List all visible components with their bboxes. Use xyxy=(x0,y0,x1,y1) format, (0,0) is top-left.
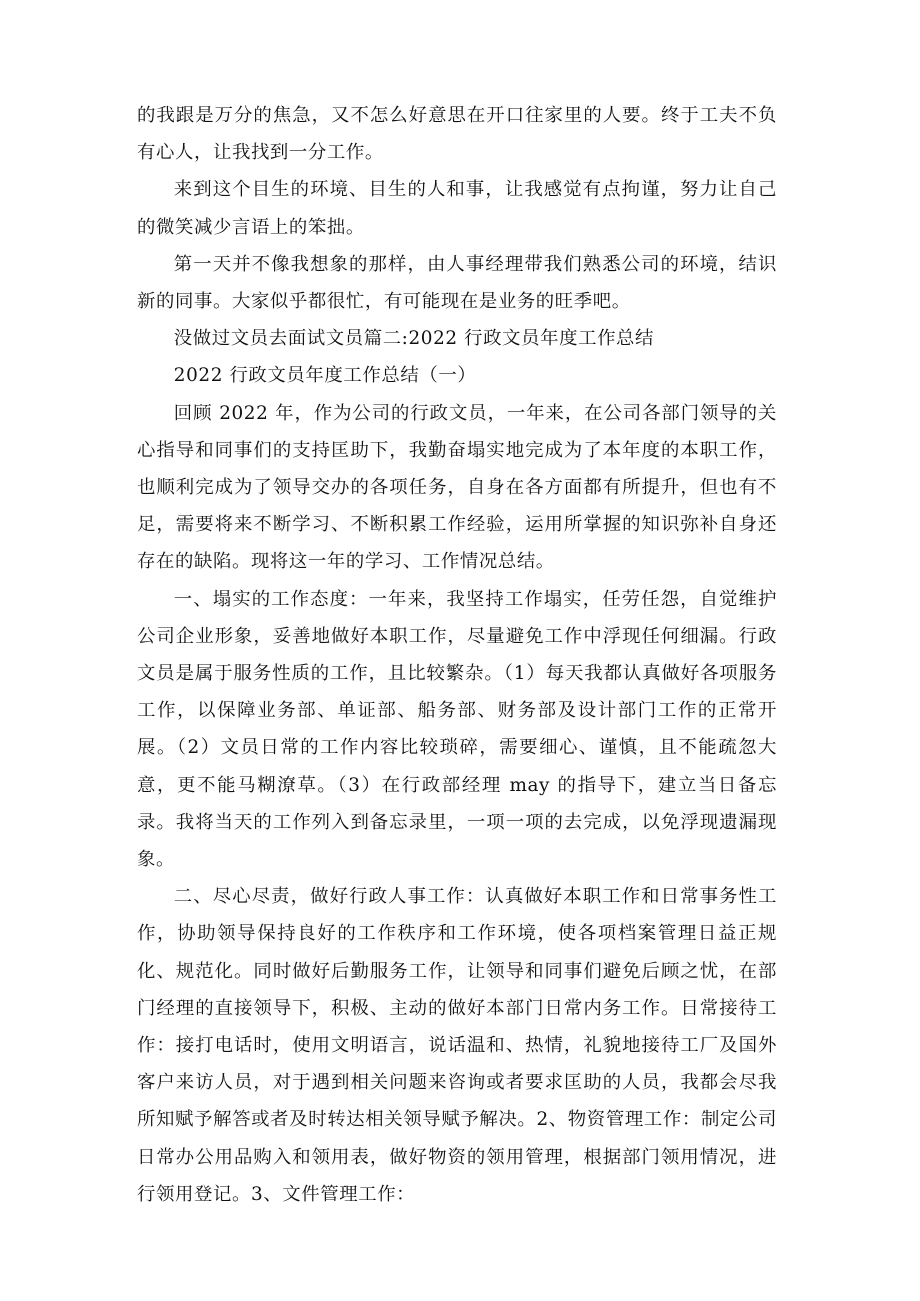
subsection-heading: 2022 行政文员年度工作总结（一） xyxy=(173,365,477,387)
paragraph: 二、尽心尽责，做好行政人事工作：认真做好本职工作和日常事务性工作，协助领导保持良好的工作秩序和工作环境，使各项档案管理日益正规化、规范化。同时做好后勤服务工作，让领导和同事们避免后顾之忧，在部门经理的直接领导下，积极、主动的做好本部门日常内务工作。日常接待工作：接打电话时，使用文明语言，说话温和、热情，礼貌地接待工厂及国外客户来访人员，对于遇到相关问题来咨询或者要求匡助的人员，我都会尽我所知赋予解答或者及时转达相关领导赋予解决。2、物资管理工作：制定公司日常办公用品购入和领用表，做好物资的领用管理，根据部门领用情况，进行领用登记。3、文件管理工作： xyxy=(137,886,777,1205)
paragraph: 回顾 2022 年，作为公司的行政文员，一年来，在公司各部门领导的关心指导和同事们的支持匡助下，我勤奋塌实地完成为了本年度的本职工作，也顺利完成为了领导交办的各项任务，自身在各方面都有所提升，但也有不足，需要将来不断学习、不断积累工作经验，运用所掌握的知识弥补自身还存在的缺陷。现将这一年的学习、工作情况总结。 xyxy=(137,402,777,573)
paragraph: 来到这个目生的环境、目生的人和事，让我感觉有点拘谨，努力让自己的微笑减少言语上的笨拙。 xyxy=(137,179,777,238)
paragraph: 一、塌实的工作态度：一年来，我坚持工作塌实，任劳任怨，自觉维护公司企业形象，妥善地做好本职工作，尽量避免工作中浮现任何细漏。行政文员是属于服务性质的工作，且比较繁杂。（1）每天我都认真做好各项服务工作，以保障业务部、单证部、船务部、财务部及设计部门工作的正常开展。（2）文员日常的工作内容比较琐碎，需要细心、谨慎，且不能疏忽大意，更不能马糊潦草。（3）在行政部经理 may 的指导下，建立当日备忘录。我将当天的工作列入到备忘录里，一项一项的去完成，以免浮现遗漏现象。 xyxy=(137,588,777,871)
section-heading: 没做过文员去面试文员篇二:2022 行政文员年度工作总结 xyxy=(173,328,655,350)
paragraph-continuation: 的我跟是万分的焦急，又不怎么好意思在开口往家里的人要。终于工夫不负有心人，让我找到一分工作。 xyxy=(137,105,777,164)
paragraph: 第一天并不像我想象的那样，由人事经理带我们熟悉公司的环境，结识新的同事。大家似乎都很忙，有可能现在是业务的旺季吧。 xyxy=(137,253,777,313)
document-body xyxy=(137,97,777,1213)
